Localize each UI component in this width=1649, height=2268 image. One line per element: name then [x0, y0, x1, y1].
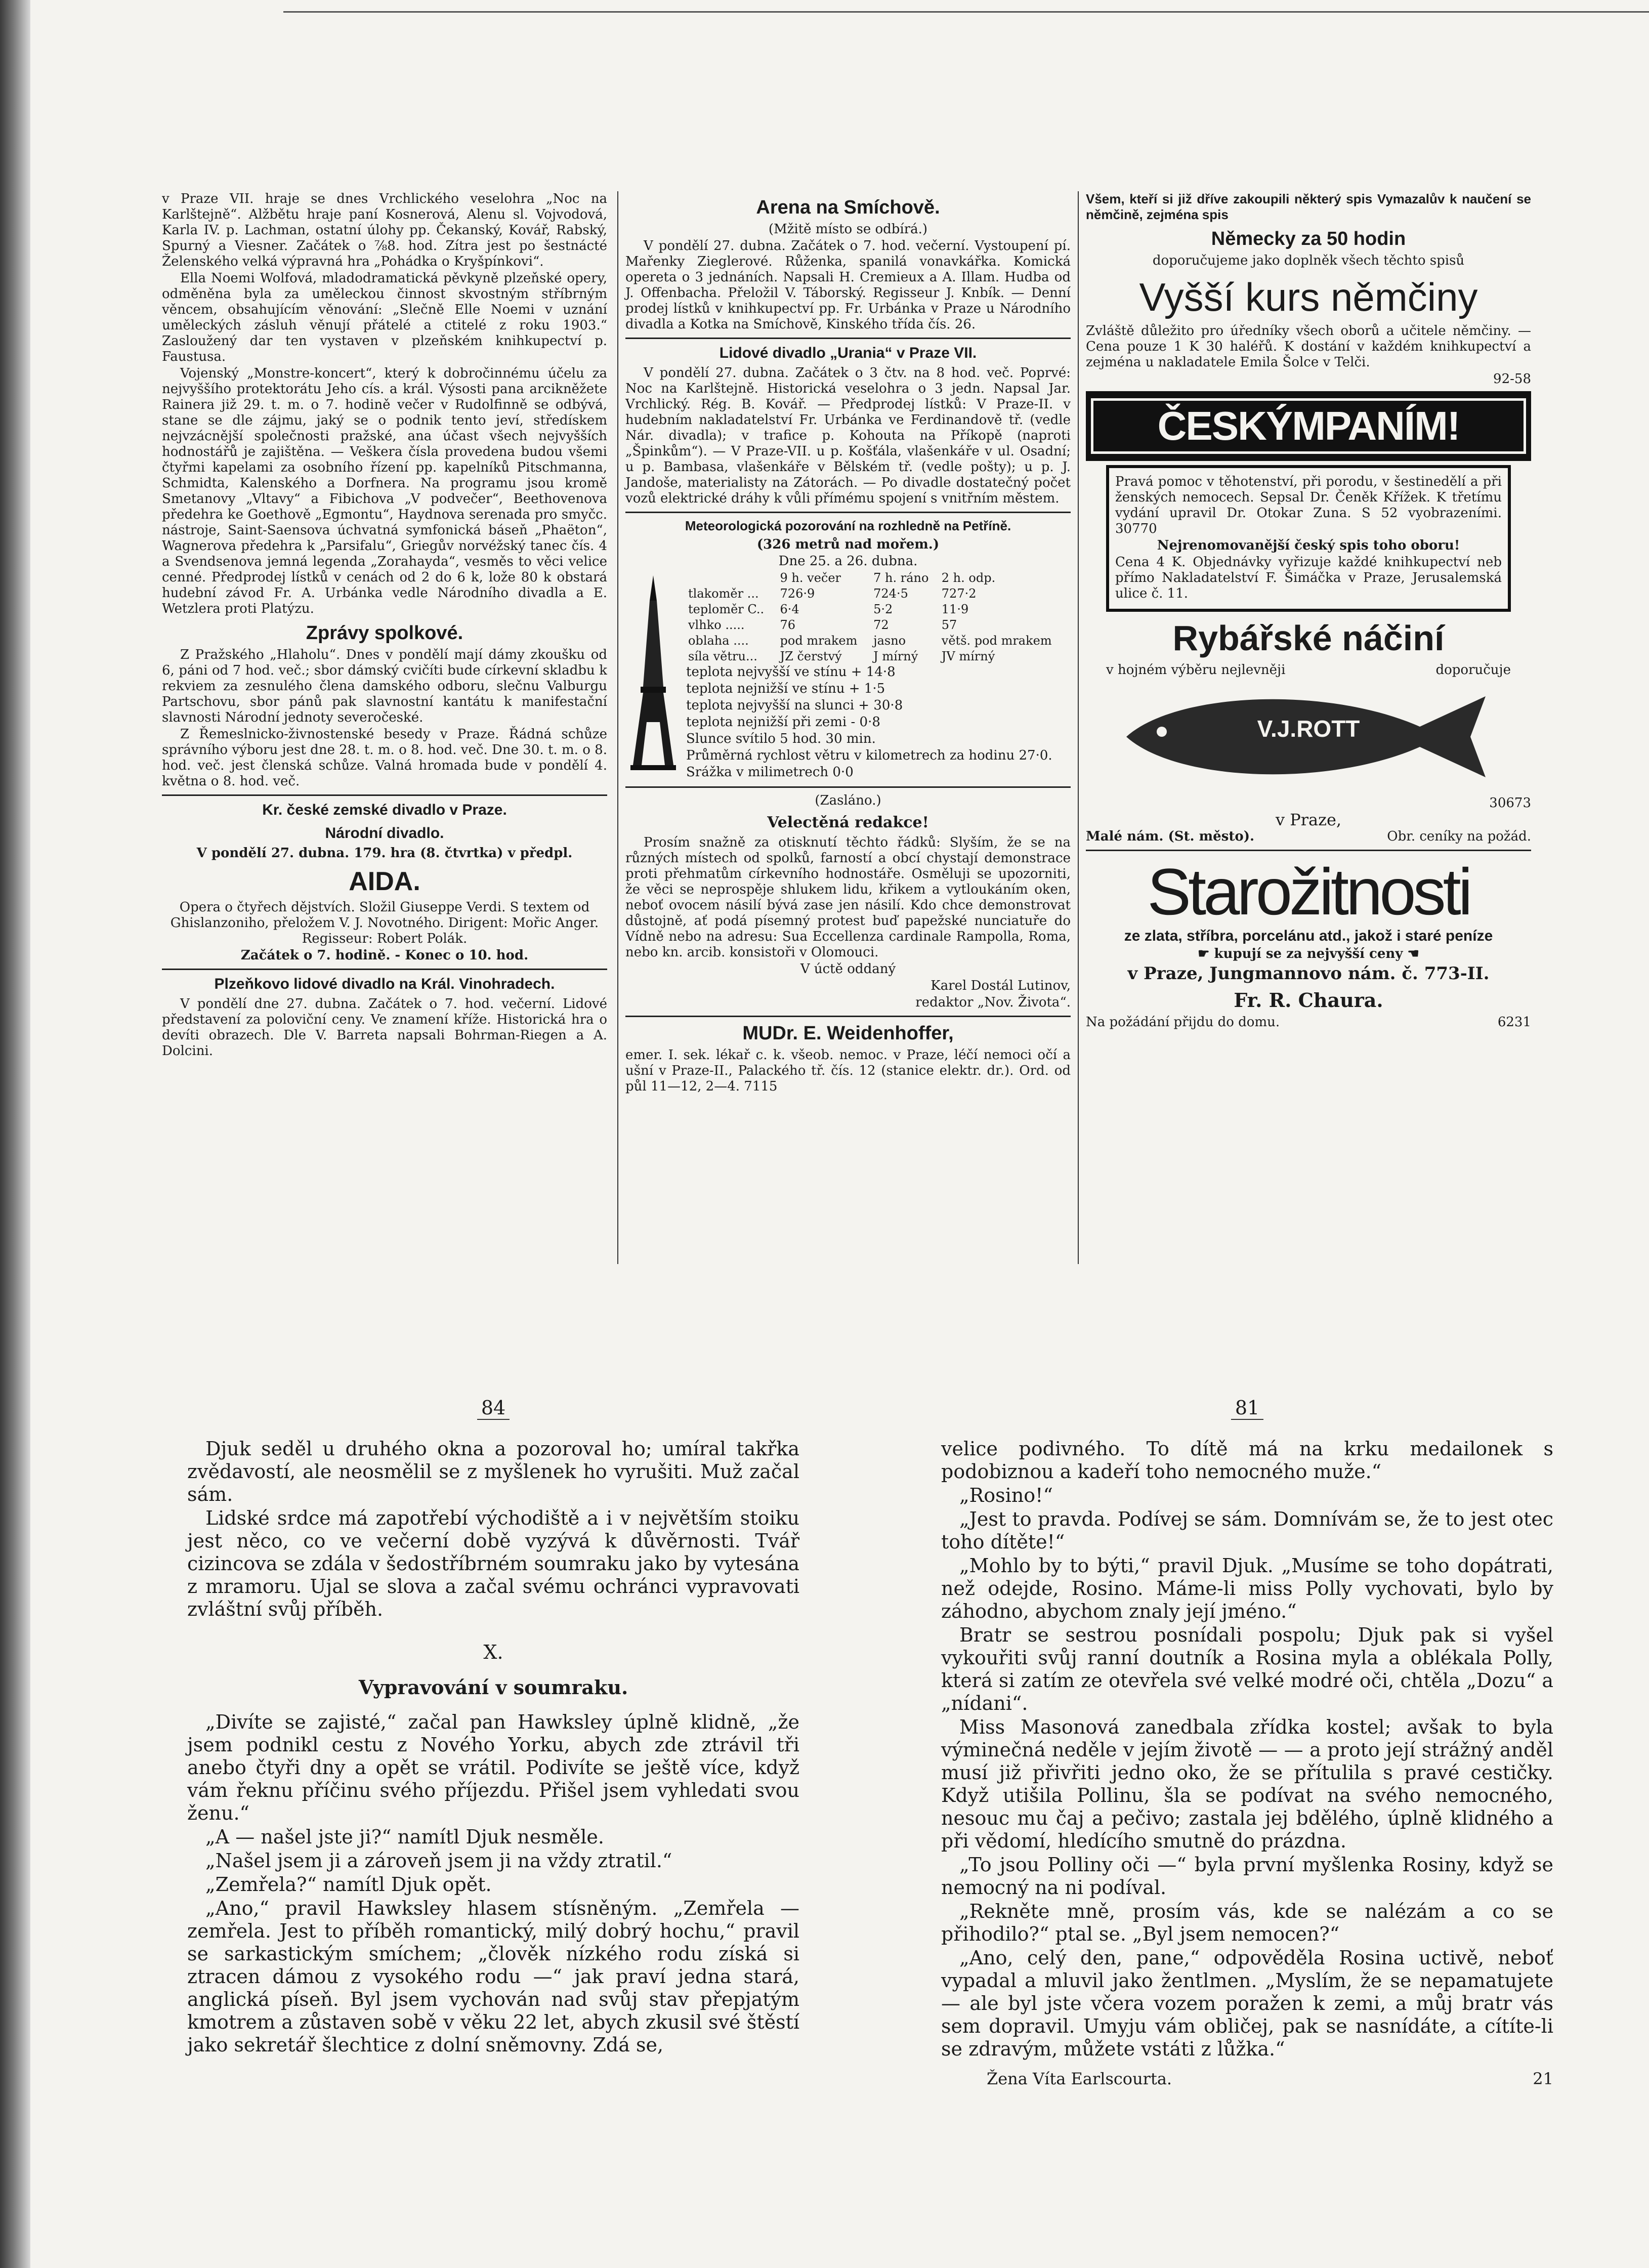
- meteo-extra: teplota nejnižší při zemi - 0·8: [686, 715, 880, 730]
- aida-times: Začátek o 7. hodině. - Konec o 10. hod.: [240, 948, 529, 963]
- divider: [162, 794, 607, 796]
- column-header: 9 h. večer: [780, 571, 841, 585]
- paragraph: velice podivného. To dítě má na krku medailonek s podobiznou a kadeří toho nemocného muže.“: [941, 1438, 1553, 1483]
- meteo-table: [686, 570, 1071, 664]
- meteo-extra: Průměrná rychlost větru v kilometrech za hodinu 27·0.: [686, 748, 1052, 763]
- divider: [1086, 850, 1531, 851]
- ad-paragraph: ze zlata, stříbra, porcelánu atd., jakož i staré peníze: [1124, 928, 1493, 944]
- table-cell: síla větru...: [688, 649, 757, 663]
- ad-footer-line: [1086, 1015, 1531, 1030]
- page-number-text: 84: [477, 1397, 510, 1420]
- ad-intro: Všem, kteří si již dříve zakoupili některý spis Vymazalův k naučení se němčině, zejména spis: [1086, 191, 1531, 222]
- paragraph: V pondělí dne 27. dubna. Začátek o 7. hod. večerní. Lidové představení za poloviční ceny. Ve znamení kříže. Historická hra o devíti obrazech. Dle V. Barreta napsali Bohrman-Riegen a A. Dolcini.: [162, 996, 607, 1059]
- column-header: 2 h. odp.: [941, 571, 996, 585]
- fish-label: V.J.ROTT: [1257, 716, 1360, 742]
- ad-emphasis: Nejrenomovanější český spis toho oboru!: [1157, 538, 1460, 553]
- paragraph: Prosím snažně za otisknutí těchto řádků: Slyším, že se na různých místech od spolků, farností a obcí chystají demonstrace proti přehmatům církevního hodnostáře. Osměluji se upozorniti, že věci se neprospěje shlukem lidu, křikem a vytloukáním oken, neboť ovocem násilí bývá zase jen násilí. Kdo chce demonstrovat důstojně, ať podá písemný protest buď papežské nunciatuře do Vídně nebo na adresu: Sua Eccellenza cardinale Rampolla, Roma, nebo kn. arcib. konsistoři v Olomouci.: [625, 835, 1071, 960]
- ad-title-nemecky: Německy za 50 hodin: [1211, 228, 1406, 249]
- paragraph: emer. I. sek. lékař c. k. všeob. nemoc. v Praze, léčí nemoci očí a ušní v Praze-II., Palackého tř. čís. 12 (stanice elektr. dr.). Ord. od půl 11—12, 2—4. 7115: [625, 1047, 1071, 1094]
- chapter-number: X.: [483, 1641, 503, 1663]
- meteo-sub: (326 metrů nad mořem.): [756, 537, 940, 552]
- ad-code: 30673: [1489, 795, 1531, 811]
- heading-meteo: Meteorologická pozorování na rozhledně na Petříně.: [685, 518, 1011, 533]
- table-row: [686, 649, 1071, 664]
- meteo-extra: teplota nejvyšší ve stínu + 14·8: [686, 664, 896, 680]
- ad-text: v hojném výběru nejlevněji: [1106, 662, 1286, 678]
- arena-sub: (Mžitě místo se odbírá.): [768, 222, 928, 237]
- ad-paragraph: Cena 4 K. Objednávky vyřizuje každé knihkupectví neb přímo Nakladatelství F. Šimáčka v Praze, Jerusalemská ulice č. 11.: [1115, 555, 1502, 601]
- zaslano-label: (Zasláno.): [815, 793, 881, 808]
- table-cell: 76: [780, 618, 796, 632]
- paragraph: „Mohlo by to býti,“ pravil Djuk. „Musíme se toho dopátrati, než odejde, Rosino. Máme-li miss Polly vychovati, bylo by záhodno, abychom znaly její jméno.“: [941, 1555, 1553, 1622]
- ad-title-panim: ČESKÝMPANÍM!: [1091, 398, 1526, 454]
- table-cell: 72: [873, 618, 889, 632]
- column-right: [1078, 191, 1531, 1264]
- divider: [625, 786, 1071, 788]
- signature-role: redaktor „Nov. Života“.: [915, 995, 1071, 1010]
- meteo-block: [625, 570, 1071, 781]
- ad-title-rybar: Rybářské náčiní: [1172, 618, 1445, 658]
- divider: [625, 1016, 1071, 1017]
- table-cell: tlakoměr ...: [688, 586, 759, 601]
- table-row: [686, 617, 1071, 633]
- ad-code: 6231: [1497, 1015, 1531, 1030]
- paragraph: V pondělí 27. dubna. Začátek o 7. hod. večerní. Vystoupení pí. Mařenky Zieglerové. Růženka, spanilá vonavkářka. Komická opereta o 3 jednáních. Napsali H. Cremieux a A. Illam. Hudba od J. Offenbacha. Přeložil V. Táborský. Regisseur J. Knbík. — Denní prodej lístků v knihkupectví pp. Fr. Urbánka v Praze u Národního divadla a Kotka na Smíchově, Kinského třída čís. 26.: [625, 238, 1071, 332]
- title-aida: AIDA.: [349, 867, 420, 896]
- petrin-tower-icon: [625, 570, 681, 773]
- book-page-right: [941, 1397, 1553, 2090]
- paragraph: „To jsou Polliny oči —“ byla první myšlenka Rosiny, když se nemocný na ni podíval.: [941, 1854, 1553, 1899]
- aida-description: Opera o čtyřech dějstvích. Složil Giuseppe Verdi. S textem od Ghislanzoniho, přeložem V. J. Novotného. Dirigent: Mořic Anger. Regisseur: Robert Polák.: [170, 900, 599, 946]
- signature-mark: 21: [1533, 2069, 1553, 2088]
- meteo-extra: teplota nejnižší ve stínu + 1·5: [686, 681, 885, 696]
- meteo-data: [686, 570, 1071, 781]
- ad-title-starozitnosti: Starožitnosti: [1147, 855, 1470, 929]
- signature-name: Karel Dostál Lutinov,: [931, 978, 1071, 993]
- meteo-extra: Srážka v milimetrech 0·0: [686, 765, 854, 780]
- table-row: [686, 602, 1071, 617]
- heading-spolkove: Zprávy spolkové.: [306, 622, 463, 644]
- ad-address: v Praze, Jungmannovo nám. č. 773-II.: [1127, 963, 1490, 984]
- divider: [625, 338, 1071, 339]
- table-cell: vlhko .....: [688, 618, 745, 632]
- ad-title-kurs: Vyšší kurs němčiny: [1139, 275, 1478, 319]
- column-header: 7 h. ráno: [873, 571, 929, 585]
- ad-paragraph: Zvláště důležito pro úředníky všech oborů a učitele němčiny. — Cena pouze 1 K 30 haléřů. K dostání v každém knihkupectví a zejména u nakladatele Emila Šolce v Telči.: [1086, 323, 1531, 370]
- ad-paragraph: Pravá pomoc v těhotenství, při porodu, v šestinedělí a při ženských nemocech. Sepsal Dr. Čeněk Křížek. K třetímu vydání upravil Dr. Otokar Zuna. S 52 vyobrazeními. 30770: [1115, 474, 1502, 536]
- ad-panim-banner: [1086, 391, 1531, 461]
- table-cell: 57: [941, 618, 957, 632]
- heading-arena: Arena na Smíchově.: [756, 197, 940, 218]
- paragraph: „Ano, celý den, pane,“ odpověděla Rosina uctivě, neboť vypadal a mluvil jako žentlmen. „Myslím, že se nepamatujete — ale byl jste včera vozem poražen k zemi, a můj bratr vás sem dopravil. Umyju vám obličej, pak se nasnídáte, a cítíte-li se zdravým, můžete vstáti z lůžka.“: [941, 1947, 1553, 2060]
- heading-narodni: Národní divadlo.: [325, 825, 444, 842]
- paragraph: Z Řemeslnicko-živnostenské besedy v Praze. Řádná schůze správního výboru jest dne 28. t. m. o 8. hod. več. Dne 30. t. m. o 8. hod. več. jest členská schůze. Valná hromada bude v pondělí 4. května o 8. hod. več.: [162, 727, 607, 789]
- ad-fish-line: [1086, 662, 1531, 678]
- paragraph: Djuk seděl u druhého okna a pozoroval ho; umíral takřka zvědavostí, ale neosmělil se z myšlenek ho vyrušiti. Muž začal sám.: [187, 1438, 799, 1505]
- table-row: [686, 586, 1071, 602]
- table-cell: 5·2: [873, 602, 893, 616]
- table-cell: 724·5: [873, 586, 908, 601]
- newspaper-clipping: [152, 182, 1589, 1275]
- ad-line: doporučujeme jako doplněk všech těchto spisů: [1152, 253, 1465, 268]
- book-page-left: [187, 1397, 799, 2057]
- table-cell: pod mrakem: [780, 634, 858, 648]
- table-row: [686, 633, 1071, 649]
- paragraph: Bratr se sestrou posnídali pospolu; Djuk pak si vyšel vykouřiti svůj ranní doutník a Rosina myla a oblékala Polly, která si zatím ze otevřela své velké modré oči, chtěla „Dozu“ a „nídani“.: [941, 1624, 1553, 1714]
- ad-merchant: Fr. R. Chaura.: [1234, 989, 1383, 1012]
- ad-text: Na požádání přijdu do domu.: [1086, 1015, 1280, 1030]
- ad-code: 92-58: [1493, 371, 1531, 387]
- paragraph: „Našel jsem ji a zároveň jsem ji na vždy ztratil.“: [205, 1850, 672, 1872]
- page-number: [187, 1397, 799, 1419]
- ad-text: kupují se za nejvyšší ceny: [1214, 946, 1403, 961]
- ad-text: doporučuje: [1435, 662, 1511, 678]
- table-cell: 11·9: [941, 602, 969, 616]
- page-footer: [941, 2068, 1553, 2090]
- heading-redakce: Velectěná redakce!: [767, 814, 929, 831]
- table-cell: J mírný: [873, 649, 918, 663]
- scan-left-edge: [0, 0, 30, 2268]
- column-left: [162, 191, 607, 1264]
- paragraph: Miss Masonová zanedbala zřídka kostel; avšak to byla výminečná neděle v jejím životě — — a proto její strážný anděl musí již přivřiti jedno oko, že se přítulila s pravé cestičky. Když utišila Pollinu, šla se podívat na svého nemocného, nesouc mu čaj a pečivo; zastala jej bdělého, úplně klidného a při vědomí, hledícího smutně do prázdna.: [941, 1716, 1553, 1852]
- ad-city: v Praze,: [1275, 810, 1342, 829]
- table-cell: 727·2: [941, 586, 977, 601]
- ad-address-line: [1086, 829, 1531, 845]
- page-number: [941, 1397, 1553, 1419]
- heading-urania: Lidové divadlo „Urania“ v Praze VII.: [719, 345, 977, 361]
- table-cell: JZ čerstvý: [780, 649, 842, 663]
- heading-mudr: MUDr. E. Weidenhoffer,: [742, 1023, 954, 1044]
- ad-text: Obr. ceníky na požád.: [1387, 829, 1531, 844]
- paragraph: „Jest to pravda. Podívej se sám. Domnívám se, že to jest otec toho dítěte!“: [941, 1508, 1553, 1553]
- chapter-title: Vypravování v soumraku.: [358, 1676, 628, 1699]
- paragraph: „Ano,“ pravil Hawksley hlasem stísněným. „Zemřela — zemřela. Jest to příběh romantický, milý dobrý hochu,“ pravil se sarkastickým smíchem; „člověk nízkého rodu získá si ztracen dámou z vysokého rodu —“ jak praví jedna stará, anglická píseň. Byl jsem vychován nad svůj stav přepjatým kmotrem a zůstaven sobě v věku 22 let, abych zkusil své štěstí jako sekretář šlechtice z dolní sněmovny. Zdá se,: [187, 1897, 799, 2056]
- table-header-row: [686, 570, 1071, 586]
- ad-text: Malé nám. (St. město).: [1086, 829, 1255, 844]
- paragraph: v Praze VII. hraje se dnes Vrchlického veselohra „Noc na Karlštejně“. Alžbětu hraje paní Kosnerová, Alenu sl. Vojvodová, Karla IV. p. Lachman, ostatní úlohy pp. Čekanský, Kovář, Rabský, Spurný a Viesner. Začátek o ⅞8. hod. Zítra jest po šestnácté Želenského velká výpravná hra „Pohádka o Kryšpínkovi“.: [162, 191, 607, 269]
- divider: [162, 969, 607, 970]
- ad-buying: ☛ kupují se za nejvyšší ceny ☚: [1198, 946, 1419, 961]
- date-line: V pondělí 27. dubna. 179. hra (8. čtvrtka) v předpl.: [196, 846, 573, 861]
- divider: [625, 512, 1071, 513]
- paragraph: „Zemřela?“ namítl Djuk opět.: [205, 1873, 492, 1896]
- running-footer: Žena Víta Earlscourta.: [987, 2069, 1172, 2088]
- heading-lidove: Plzeňkovo lidové divadlo na Král. Vinohradech.: [214, 976, 555, 992]
- table-cell: jasno: [873, 634, 906, 648]
- paragraph: „Rekněte mně, prosím vás, kde se nalézám a co se přihodilo?“ ptal se. „Byl jsem nemocen?“: [941, 1900, 1553, 1945]
- paragraph: Ella Noemi Wolfová, mladodramatická pěvkyně plzeňské opery, odměněna byla za uměleckou činnost skvostným stříbrným věncem, obsahujícím věnování: „Slečně Elle Noemi v uznání uměleckých zásluh věnují přátelé a ctitelé z roku 1903.“ Zasloužený dar ten vystaven v plzeňském knihkupectví p. Faustusa.: [162, 271, 607, 364]
- ad-panim-frame: [1106, 465, 1511, 612]
- paragraph: „Rosino!“: [959, 1484, 1053, 1506]
- fish-icon: [1116, 681, 1501, 792]
- closing: V úctě oddaný: [800, 961, 896, 977]
- scan-top-line: [283, 11, 1649, 13]
- table-cell: 726·9: [780, 586, 815, 601]
- paragraph: V pondělí 27. dubna. Začátek o 3 čtv. na 8 hod. več. Poprvé: Noc na Karlštejně. Historická veselohra o 3 jedn. Napsal Jar. Vrchlický. Rég. B. Kovář. — Předprodej lístků: V Praze-II. v hudebním nakladatelství Fr. Urbánka ve Ferdinandově tř. (vedle Nár. divadla); v trafice p. Kohouta na Příkopě (naproti „Špinkům“). — V Praze-VII. u p. Košťála, vlašenkáře v ul. Osadní; u p. Bambasa, vlašenkáře v Bělském tř. (vedle pošty); u p. J. Jandoše, materialisty na Zátorách. — Po divadle dostatečný počet vozů elektrické dráhy k vůli přímému spojení s vnitřním městem.: [625, 365, 1071, 506]
- meteo-extra: Slunce svítilo 5 hod. 30 min.: [686, 731, 876, 746]
- meteo-extra: teplota nejvyšší na slunci + 30·8: [686, 698, 903, 713]
- table-cell: JV mírný: [941, 649, 995, 663]
- paragraph: Lidské srdce má zapotřebí východiště a i v největším stoiku jest něco, co ve večerní době vyzývá k důvěrnosti. Tvář cizincova se zdála v šedostříbrném soumraku jako by vytesána z mramoru. Ujal se slova a začal svému ochránci vypravovati zvláštní svůj příběh.: [187, 1507, 799, 1620]
- paragraph: Z Pražského „Hlaholu“. Dnes v pondělí mají dámy zkoušku od 6, páni od 7 hod. več.; sbor dámský cvičíti bude církevní skladbu k rekviem za zesnulého člena damského odboru, slečnu Valburgu Partschovu, sbor pánů pak slavnostní kantátu k manifestační slavnosti Národní jednoty severočeské.: [162, 647, 607, 725]
- paragraph: „A — našel jste ji?“ namítl Djuk nesměle.: [205, 1826, 604, 1848]
- paragraph: „Divíte se zajisté,“ začal pan Hawksley úplně klidně, „že jsem podnikl cestu z Nového Yorku, abych zde ztrávil tři anebo čtyři dny a opět se vrátil. Podivíte se ještě více, když vám řeknu příčinu svého příjezdu. Přišel jsem vyhledati svou ženu.“: [187, 1711, 799, 1824]
- table-cell: 6·4: [780, 602, 799, 616]
- page-number-text: 81: [1231, 1397, 1263, 1420]
- table-cell: teploměr C..: [688, 602, 765, 616]
- heading-theatre: Kr. české zemské divadlo v Praze.: [262, 802, 507, 818]
- paragraph: Vojenský „Monstre-koncert“, který k dobročinnému účelu za nejvyššího protektorátu Jeho cís. a král. Výsosti pana arcikněžete Rainera již 29. t. m. o 7. hodině večer v Rudolfinně se odbývá, stane se dle zájmu, jaký se o podnik tento jeví, středískem nejvzácnější společnosti pražské, ana účast všech nejvyšších hodnostářů je zajištěna. — Veškera čísla provedena budou všemi čtyřmi kapelami za osobního řízení pp. kapelníků Pitschmanna, Schmidta, Kalenského a Dorfnera. Na programu jsou kromě Smetanovy „Vltavy“ a Fibichova „V podvečer“, Beethovenova předehra ke Goethově „Egmontu“, Haydnova serenada pro smyčc. nástroje, Saint-Saensova úchvatná symfonická báseň „Phaëton“, Wagnerova předehra k „Parsifalu“, Griegův norvéžský tanec čís. 4 a Svendsenova jemná legenda „Zorahayda“, vesměs to věci velice cenné. Předprodej lístků v cenách od 2 do 6 k, lože 80 k obstará hudební závod Fr. A. Urbánka vedle Národního divadla a E. Wetzlera proti Platýzu.: [162, 366, 607, 616]
- meteo-date: Dne 25. a 26. dubna.: [778, 554, 918, 569]
- column-middle: [617, 191, 1071, 1264]
- table-cell: větš. pod mrakem: [941, 634, 1052, 648]
- table-cell: oblaha ....: [688, 634, 749, 648]
